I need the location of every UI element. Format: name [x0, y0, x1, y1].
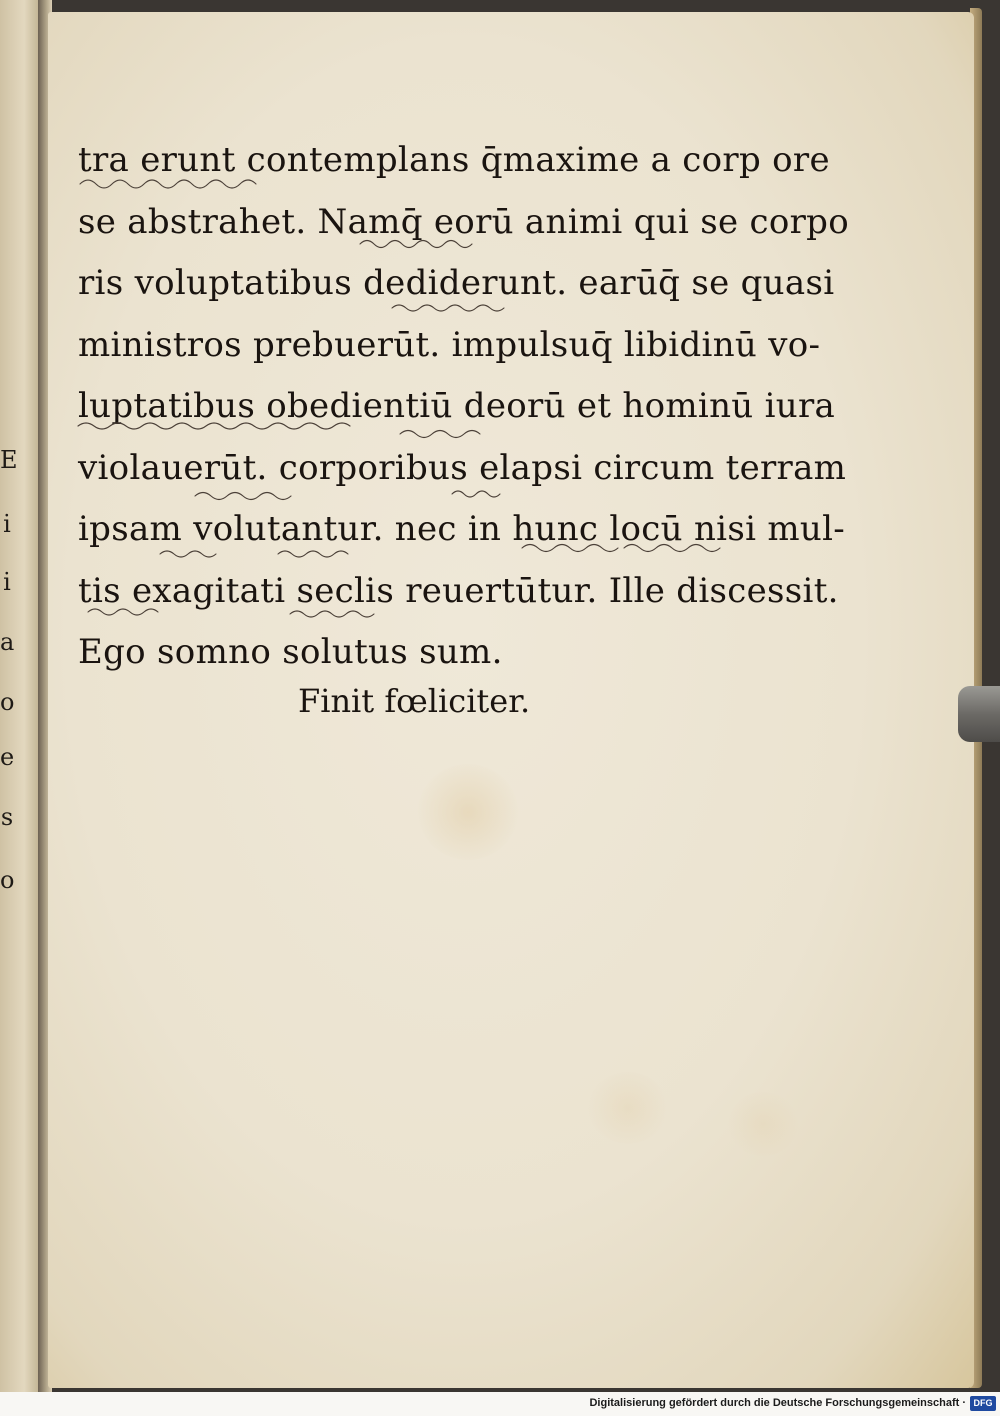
gloss-mark — [278, 551, 348, 557]
text-line: se abstrahet. Namq̄ eorū animi qui se corpo — [78, 201, 850, 242]
gloss-mark — [360, 241, 472, 248]
gloss-mark — [452, 491, 500, 497]
text-line: ris voluptatibus dediderunt. earūq̄ se quasi — [78, 263, 835, 303]
left-page-fragment: e — [0, 743, 15, 771]
colophon: Finit fœliciter. — [298, 682, 531, 720]
gloss-mark — [522, 545, 618, 552]
gloss-mark — [290, 611, 374, 617]
footer-credit: Digitalisierung gefördert durch die Deutsche Forschungsgemeinschaft · — [589, 1397, 966, 1409]
left-page-fragment: s — [0, 803, 14, 831]
gloss-mark — [195, 493, 291, 500]
gloss-mark — [160, 551, 216, 557]
gloss-mark — [80, 180, 256, 188]
text-line: ministros prebuerūt. impulsuq̄ libidinū vo- — [78, 324, 821, 365]
text-line: tis exagitati seclis reuertūtur. Ille discessit. — [78, 570, 839, 611]
gloss-mark — [88, 609, 158, 615]
page-clip — [958, 686, 1000, 742]
left-page-fragment: E — [0, 446, 18, 474]
footer-bar — [0, 1392, 1000, 1416]
gloss-mark — [392, 305, 504, 311]
left-page-fragment: a — [0, 628, 15, 656]
text-line: tra erunt contemplans q̄maxime a corp ore — [78, 140, 830, 180]
text-line: Ego somno solutus sum. — [78, 632, 503, 672]
text-line: violauerūt. corporibus elapsi circum terram — [78, 447, 847, 488]
left-page-fragment: o — [0, 866, 15, 894]
left-page-fragment: i — [3, 510, 11, 538]
gloss-mark — [624, 545, 720, 552]
left-page-fragment: i — [3, 568, 11, 596]
text-line: ipsam volutantur. nec in hunc locū nisi mul- — [78, 509, 846, 549]
left-page-fragment: o — [0, 688, 15, 716]
gloss-mark — [400, 431, 480, 438]
dfg-logo: DFG — [970, 1396, 996, 1411]
text-line: luptatibus obedientiū deorū et hominū iura — [78, 386, 836, 426]
gloss-mark — [78, 423, 350, 429]
